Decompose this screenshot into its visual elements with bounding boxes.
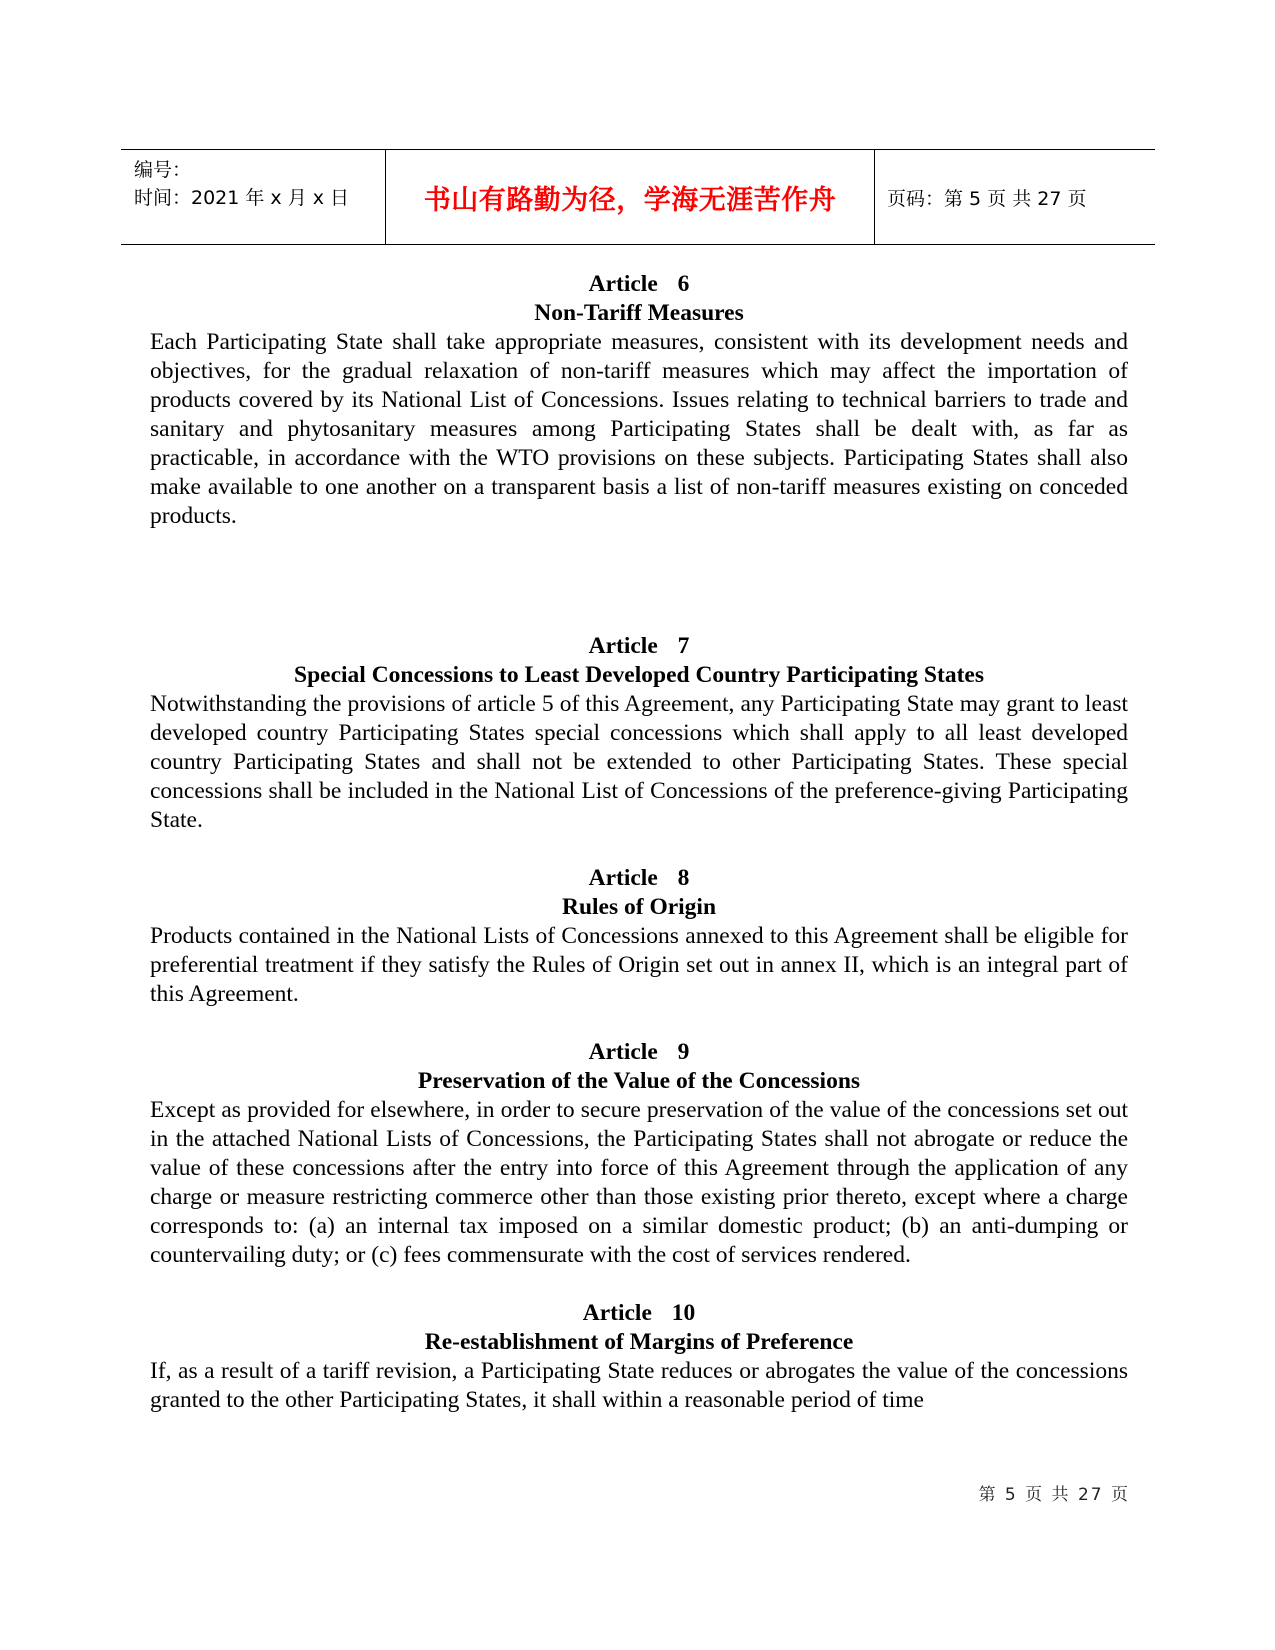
header-page-label: 页码：第 5 页 共 27 页 <box>887 187 1087 210</box>
article-body: Each Participating State shall take appropriate measures, consistent with its development needs and objectives, for the gradual relaxation of non-tariff measures which may affect the importation of products covered by its National List of Concessions. Issues relating to technical barriers to trade and sanitary and phytosanitary measures among Participating States shall be dealt with, as far as practicable, in accordance with the WTO provisions on these subjects. Participating States shall also make available to one another on a transparent basis a list of non-tariff measures existing on conceded products. <box>150 329 1128 529</box>
article-6 <box>150 270 1128 531</box>
article-number: Article 10 <box>582 1300 696 1326</box>
article-8 <box>150 864 1128 1009</box>
article-title: Special Concessions to Least Developed Country Participating States <box>294 662 984 688</box>
article-title: Rules of Origin <box>561 894 717 920</box>
article-body: Products contained in the National Lists of Concessions annexed to this Agreement shall be eligible for preferential treatment if they satisfy the Rules of Origin set out in annex II, which is an integral part of this Agreement. <box>150 923 1128 1007</box>
article-10 <box>150 1299 1128 1415</box>
header-motto-cell <box>386 150 875 244</box>
header-info-cell <box>121 150 386 244</box>
page-footer: 第 5 页 共 27 页 <box>978 1485 1130 1505</box>
document-body <box>150 270 1128 1415</box>
header-motto: 书山有路勤为径，学海无涯苦作舟 <box>423 184 837 216</box>
article-9 <box>150 1038 1128 1270</box>
article-title: Re-establishment of Margins of Preference <box>424 1329 854 1355</box>
article-body: Notwithstanding the provisions of article 5 of this Agreement, any Participating State may grant to least developed country Participating States special concessions which shall apply to all least developed country Participating States and shall not be extended to other Participating States. These special concessions shall be included in the National List of Concessions of the preference-giving Participating State. <box>150 691 1128 833</box>
document-header <box>121 149 1155 245</box>
article-7 <box>150 632 1128 835</box>
article-number: Article 7 <box>588 633 690 659</box>
article-title: Preservation of the Value of the Concessions <box>417 1068 861 1094</box>
document-time-label: 时间：2021 年 x 月 x 日 <box>134 187 350 209</box>
header-page-cell <box>875 150 1155 244</box>
article-number: Article 8 <box>588 865 690 891</box>
article-number: Article 6 <box>588 271 690 297</box>
article-number: Article 9 <box>588 1039 690 1065</box>
document-number-label: 编号： <box>134 159 192 181</box>
article-title: Non-Tariff Measures <box>534 300 744 326</box>
article-body: If, as a result of a tariff revision, a Participating State reduces or abrogates the value of the concessions granted to the other Participating States, it shall within a reasonable period of time <box>150 1358 1128 1413</box>
article-body: Except as provided for elsewhere, in order to secure preservation of the value of the concessions set out in the attached National Lists of Concessions, the Participating States shall not abrogate or reduce the value of these concessions after the entry into force of this Agreement through the application of any charge or measure restricting commerce other than those existing prior thereto, except where a charge corresponds to: (a) an internal tax imposed on a similar domestic product; (b) an anti-dumping or countervailing duty; or (c) fees commensurate with the cost of services rendered. <box>150 1097 1128 1268</box>
